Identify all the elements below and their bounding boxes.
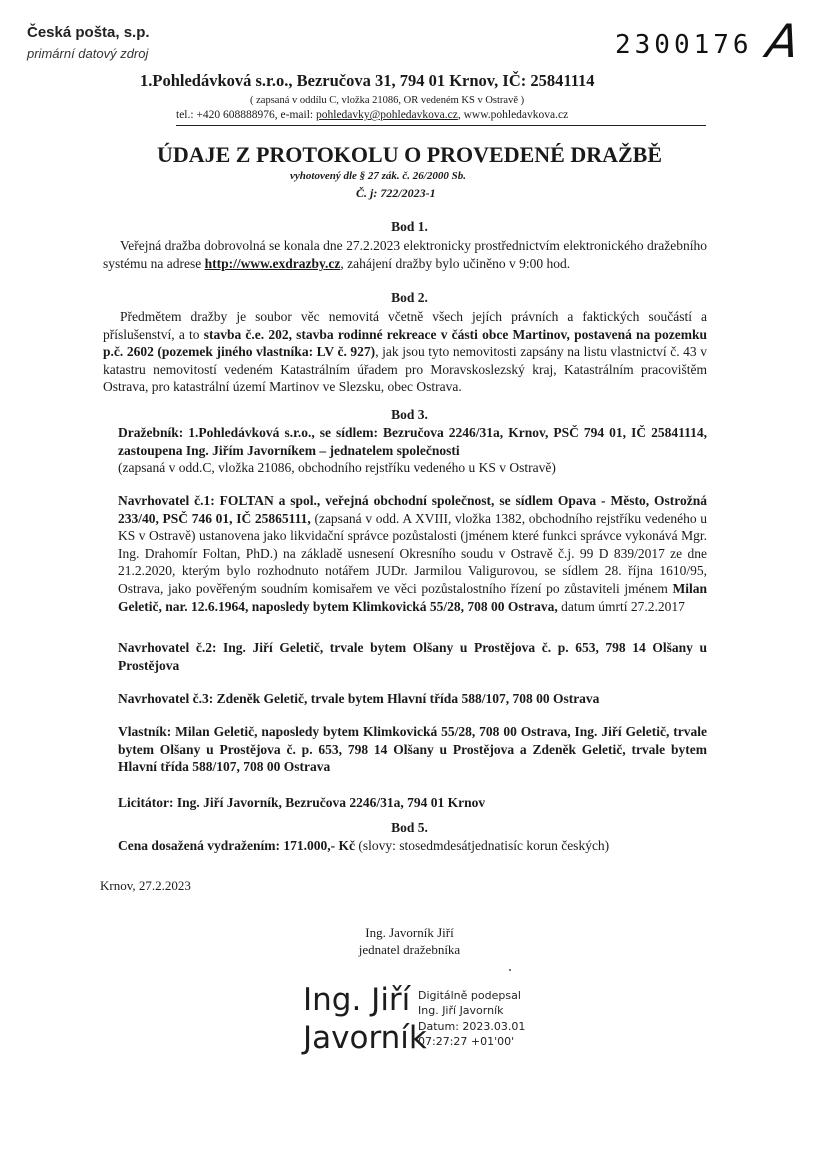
drazebnik-registration: (zapsaná v odd.C, vložka 21086, obchodního rejstříku vedeného u KS v Ostravě) [118, 460, 556, 476]
bod2-subject: stavba č.e. 202, stavba rodinné rekreace v části obce Martinov, postavená na pozemku p.č. 2602 (pozemek jiného vlastníka: LV č. 927) [103, 326, 707, 360]
email-link[interactable]: pohledavky@pohledavkova.cz [316, 109, 458, 121]
drazebnik-name: Dražebník: 1.Pohledávková s.r.o., se sídlem: Bezručova 2246/31a, Krnov, PSČ 794 01, IČ 25841114, zastoupena Ing. Jiřím Javorníkem – jednatelem společnosti [118, 425, 707, 458]
bod3-heading: Bod 3. [391, 407, 428, 422]
bod2-text [103, 308, 707, 396]
vlastnik: Vlastník: Milan Geletič, naposledy bytem Klimkovická 55/28, 708 00 Ostrava, Ing. Jiří Geletič, trvale bytem Olšany u Prostějova č. p. 653, 798 14 Olšany u Prostějova a Zdeněk Geletič, trvale bytem Hlavní třída 588/107, 708 00 Ostrava [118, 724, 707, 775]
tel-text: tel.: +420 608888976, e-mail: [176, 109, 316, 121]
drazebnik [118, 424, 707, 477]
signature-detail-1: Digitálně podepsal [418, 989, 521, 1002]
bod1-heading: Bod 1. [391, 219, 428, 234]
navrhovatel-1-text: (zapsaná v odd. A XVIII, vložka 1382, obchodního rejstříku vedeného u KS v Ostravě) ustanovena jako likvidační správce pozůstalosti (jménem které funkci správce vykonává Mgr. Ing. Drahomír Foltan, PhD.) na základě usnesení Okresního soudu v Ostravě č.j. 99 D 839/2017 ze dne 21.2.2020, kterým bylo rozhodnuto notářem JUDr. Jarmilou Valigurovou, se sídlem 28. října 1610/95, Ostrava, jako pověřeným soudním komisařem ve věci pozůstalostního řízení po zůstaviteli jménem [118, 510, 707, 596]
licitator: Licitátor: Ing. Jiří Javorník, Bezručova 2246/31a, 794 01 Krnov [118, 795, 486, 810]
contact-line [176, 109, 568, 121]
navrhovatel-1 [118, 492, 707, 615]
navrhovatel-1-date: datum úmrtí 27.2.2017 [557, 598, 685, 614]
reference-number: Č. j: 722/2023-1 [356, 186, 436, 200]
bod2-text-b: , jak jsou tyto nemovitosti zapsány na listu vlastnictví č. 43 v katastru nemovitostí vedeném Katastrálním úřadem pro Moravskoslezský kraj, Katastrálním pracovištěm Ostrava, pro katastrální území Martinov ve Slezsku, obec Ostrava. [103, 344, 707, 395]
auction-url[interactable]: http://www.exdrazby.cz [204, 255, 341, 271]
bod2-text-a: Předmětem dražby je soubor věc nemovitá včetně všech jejích právních a faktických součástí a příslušenství, a to [103, 309, 707, 342]
document-number: 2300176 [615, 30, 753, 60]
bod5-heading: Bod 5. [391, 820, 428, 835]
bod1-text-a: Veřejná dražba dobrovolná se konala dne 27.2.2023 elektronicky prostřednictvím elektronického dražebního systému na adrese [103, 238, 707, 271]
signer-role: jednatel dražebníka [358, 942, 461, 957]
document-subtitle: vyhotovený dle § 27 zák. č. 26/2000 Sb. [290, 170, 466, 182]
post-stamp-org: Česká pošta, s.p. [27, 24, 150, 41]
header-divider [176, 125, 706, 126]
document-letter: A [763, 14, 803, 68]
price-words: (slovy: stosedmdesátjednatisíc korun českých) [354, 838, 610, 853]
signer-name: Ing. Javorník Jiří [365, 925, 454, 940]
registration-line: ( zapsaná v oddílu C, vložka 21086, OR vedeném KS v Ostravě ) [250, 95, 525, 106]
bod2-heading: Bod 2. [391, 290, 428, 305]
navrhovatel-2: Navrhovatel č.2: Ing. Jiří Geletič, trvale bytem Olšany u Prostějova č. p. 653, 798 14 Olšany u Prostějova [118, 640, 707, 673]
place-date: Krnov, 27.2.2023 [100, 878, 191, 893]
signature-name-line-2: Javorník [303, 1020, 427, 1056]
web-link[interactable]: www.pohledavkova.cz [463, 109, 569, 121]
signature-detail-4: 07:27:27 +01'00' [418, 1035, 515, 1048]
company-line: 1.Pohledávková s.r.o., Bezručova 31, 794 01 Krnov, IČ: 25841114 [140, 71, 595, 90]
separator: , [457, 109, 464, 121]
navrhovatel-1-name: Navrhovatel č.1: FOLTAN a spol., veřejná obchodní společnost, se sídlem Opava - Město, Ostrožná 233/40, PSČ 746 01, IČ 25865111, [118, 493, 707, 526]
signature-detail-3: Datum: 2023.03.01 [418, 1020, 526, 1033]
price-value: Cena dosažená vydražením: 171.000,- Kč [118, 838, 355, 853]
bod5-price [118, 837, 718, 855]
navrhovatel-3: Navrhovatel č.3: Zdeněk Geletič, trvale bytem Hlavní třída 588/107, 708 00 Ostrava [118, 691, 600, 706]
scan-speck [509, 969, 511, 971]
signature-name-line-1: Ing. Jiří [303, 982, 411, 1018]
navrhovatel-1-decedent: Milan Geletič, nar. 12.6.1964, naposledy bytem Klimkovická 55/28, 708 00 Ostrava, [118, 580, 707, 614]
post-stamp-subtitle: primární datový zdroj [27, 46, 149, 61]
bod1-text-b: , zahájení dražby bylo učiněno v 9:00 hod. [340, 255, 571, 271]
signature-detail-2: Ing. Jiří Javorník [418, 1004, 504, 1017]
bod1-text [103, 237, 707, 272]
document-title: ÚDAJE Z PROTOKOLU O PROVEDENÉ DRAŽBĚ [156, 142, 663, 167]
